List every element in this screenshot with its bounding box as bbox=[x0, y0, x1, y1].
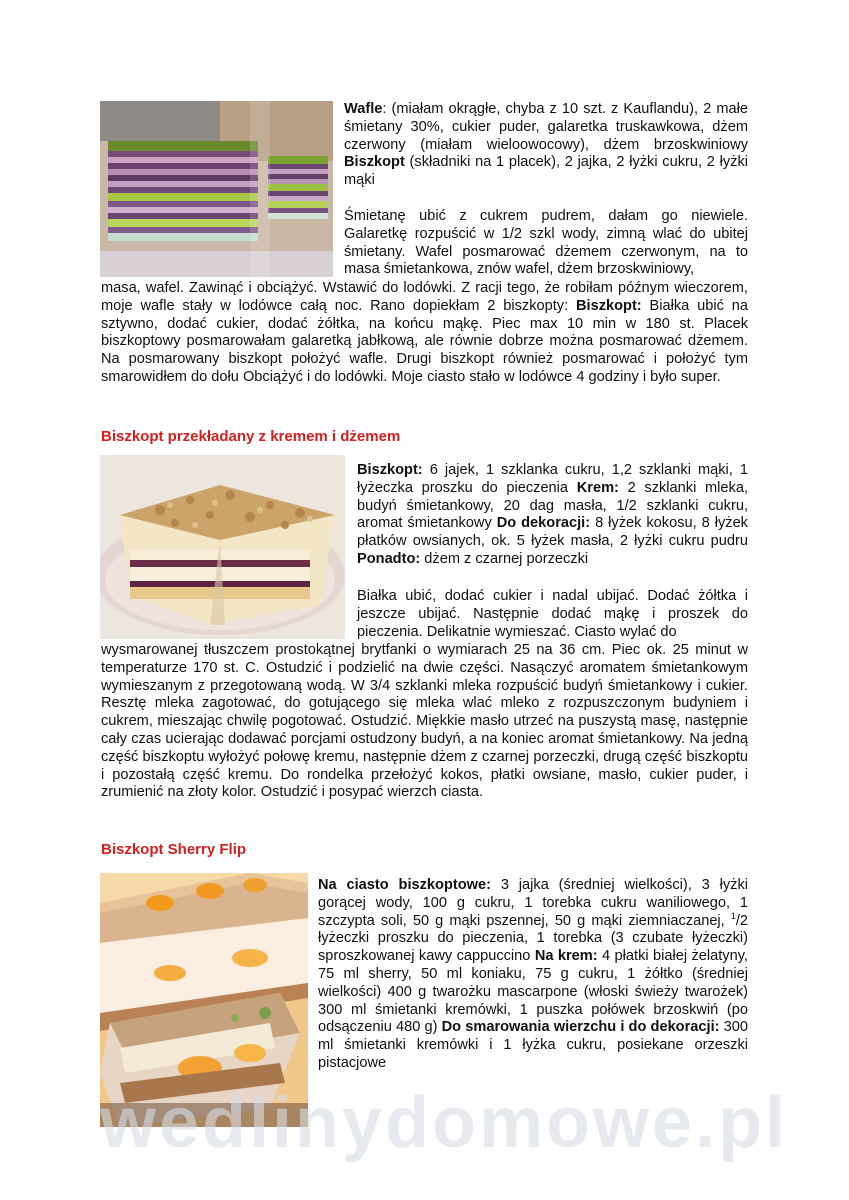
section2-method-b: wysmarowanej tłuszczem prostokątnej brytfanki o wymiarach 25 na 36 cm. Piec ok. 25 minut w temperaturze 170 st. C. Ostudzić i podzielić na dwie części. Nasączyć aromatem śmietankowym wymieszanym z przegotowaną wodą. W 3/4 szklanki mleka rozpuścić budyń śmietankowy i cukier. Resztę mleka zagotować, do gotującego się mleka wlać mleko z rozpuszczonym budyniem i cukrem, mieszając chwilę pogotować. Ostudzić. Miękkie masło utrzeć na puszystą masę, następnie cały czas ucierając dodawać porcjami ostudzony budyń, a na koniec aromat śmietankowy. Na jedną część biszkoptu wyłożyć połowę kremu, następnie dżem z czarnej porzeczki, drugą część biszkoptu i pozostałą część kremu. Do rondelka przełożyć kokos, płatki owsiane, masło, cukier puder, i zrumienić na złoty kolor. Ostudzić i posypać wierzch ciasta. bbox=[101, 642, 748, 801]
section1-text2: (składniki na 1 placek), 2 jajka, 2 łyżki cukru, 2 łyżki mąki bbox=[344, 154, 748, 189]
section1-ingredients bbox=[344, 101, 748, 190]
section1-method-label: Biszkopt: bbox=[576, 297, 642, 314]
section2-heading: Biszkopt przekładany z kremem i dżemem bbox=[101, 428, 401, 445]
section3-ingredients: Na ciasto biszkoptowe: 3 jajka (średniej wielkości), 3 łyżki gorącej wody, 100 g cukru, 1 torebka cukru waniliowego, 1 szczypta soli, 50 g mąki pszennej, 50 g mąki ziemniaczanej, $^1$/2 łyżeczki proszku do pieczenia, 1 torebka (3 czubate łyżeczki) sproszkowanej kawy cappuccino Na krem: 4 płatki białej żelatyny, 75 ml sherry, 50 ml koniaku, 75 g cukru, 1 żółtko (średniej wielkości) 400 g twarożku mascarpone (włoski świeży twarożek) 300 ml śmietanki kremówki, 1 puszka połówek brzoskwiń (po odsączeniu 480 g) Do smarowania wierzchu i do dekoracji: 300 ml śmietanki kremówki i 1 łyżka cukru, posiekane orzeszki pistacjowe bbox=[318, 877, 748, 1071]
watermark-text: wedlinydomowe.pl bbox=[100, 1083, 789, 1163]
section1-lead-label: Wafle bbox=[344, 101, 383, 117]
wafer-cake-photo bbox=[100, 101, 333, 277]
layered-cake-photo bbox=[100, 455, 345, 639]
section3-heading: Biszkopt Sherry Flip bbox=[101, 841, 247, 858]
section2-ingredients: Biszkopt: 6 jajek, 1 szklanka cukru, 1,2 szklanki mąki, 1 łyżeczka proszku do pieczenia Krem: 2 szklanki mleka, budyń śmietankowy, 20 dag masła, 1/2 szklanki cukru, aromat śmietankowy Do dekoracji: 8 łyżek kokosu, 8 łyżek płatków owsianych, ok. 5 łyżek masła, 2 łyżki cukru pudru Ponadto: dżem z czarnej porzeczki bbox=[357, 462, 748, 567]
section2-method-a: Białka ubić, dodać cukier i nadal ubijać. Dodać żółtka i jeszcze ubijać. Następnie dodać mąkę i proszek do pieczenia. Delikatnie wymieszać. Ciasto wylać do bbox=[357, 588, 748, 640]
section1-method-a: Śmietanę ubić z cukrem pudrem, dałam go niewiele. Galaretkę rozpuścić w 1/2 szkl wody, zimną wlać do ubitej śmietany. Wafel posmarować dżemem czerwonym, na to masa śmietankowa, znów wafel, dżem brzoskwiniowy, bbox=[344, 208, 748, 278]
section1-method-b: masa, wafel. Zawinąć i obciążyć. Wstawić do lodówki. Z racji tego, że robiłam późnym wieczorem, moje wafle stały w lodówce całą noc. Rano dopiekłam 2 biszkopty: Biszkopt: Białka ubić na sztywno, dodać cukier, dodać żółtka, na końcu mąkę. Piec max 10 min w 180 st. Placek biszkoptowy posmarowałam galaretką jabłkową, ale równie dobrze można posmarować dżemem. Na posmarowany biszkopt położyć wafle. Drugi biszkopt również posmarować i położyć tym smarowidłem do dołu Obciążyć i do lodówki. Moje ciasto stało w lodówce 4 godziny i było super. bbox=[101, 280, 748, 385]
section1-lead-text: : (miałam okrągłe, chyba z 10 szt. z Kauflandu), 2 małe śmietany 30%, cukier puder, galaretka truskawkowa, dżem czerwony (miałam wieloowocowy), dżem brzoskwiniowy bbox=[344, 101, 748, 153]
section1-label2: Biszkopt bbox=[344, 154, 405, 171]
